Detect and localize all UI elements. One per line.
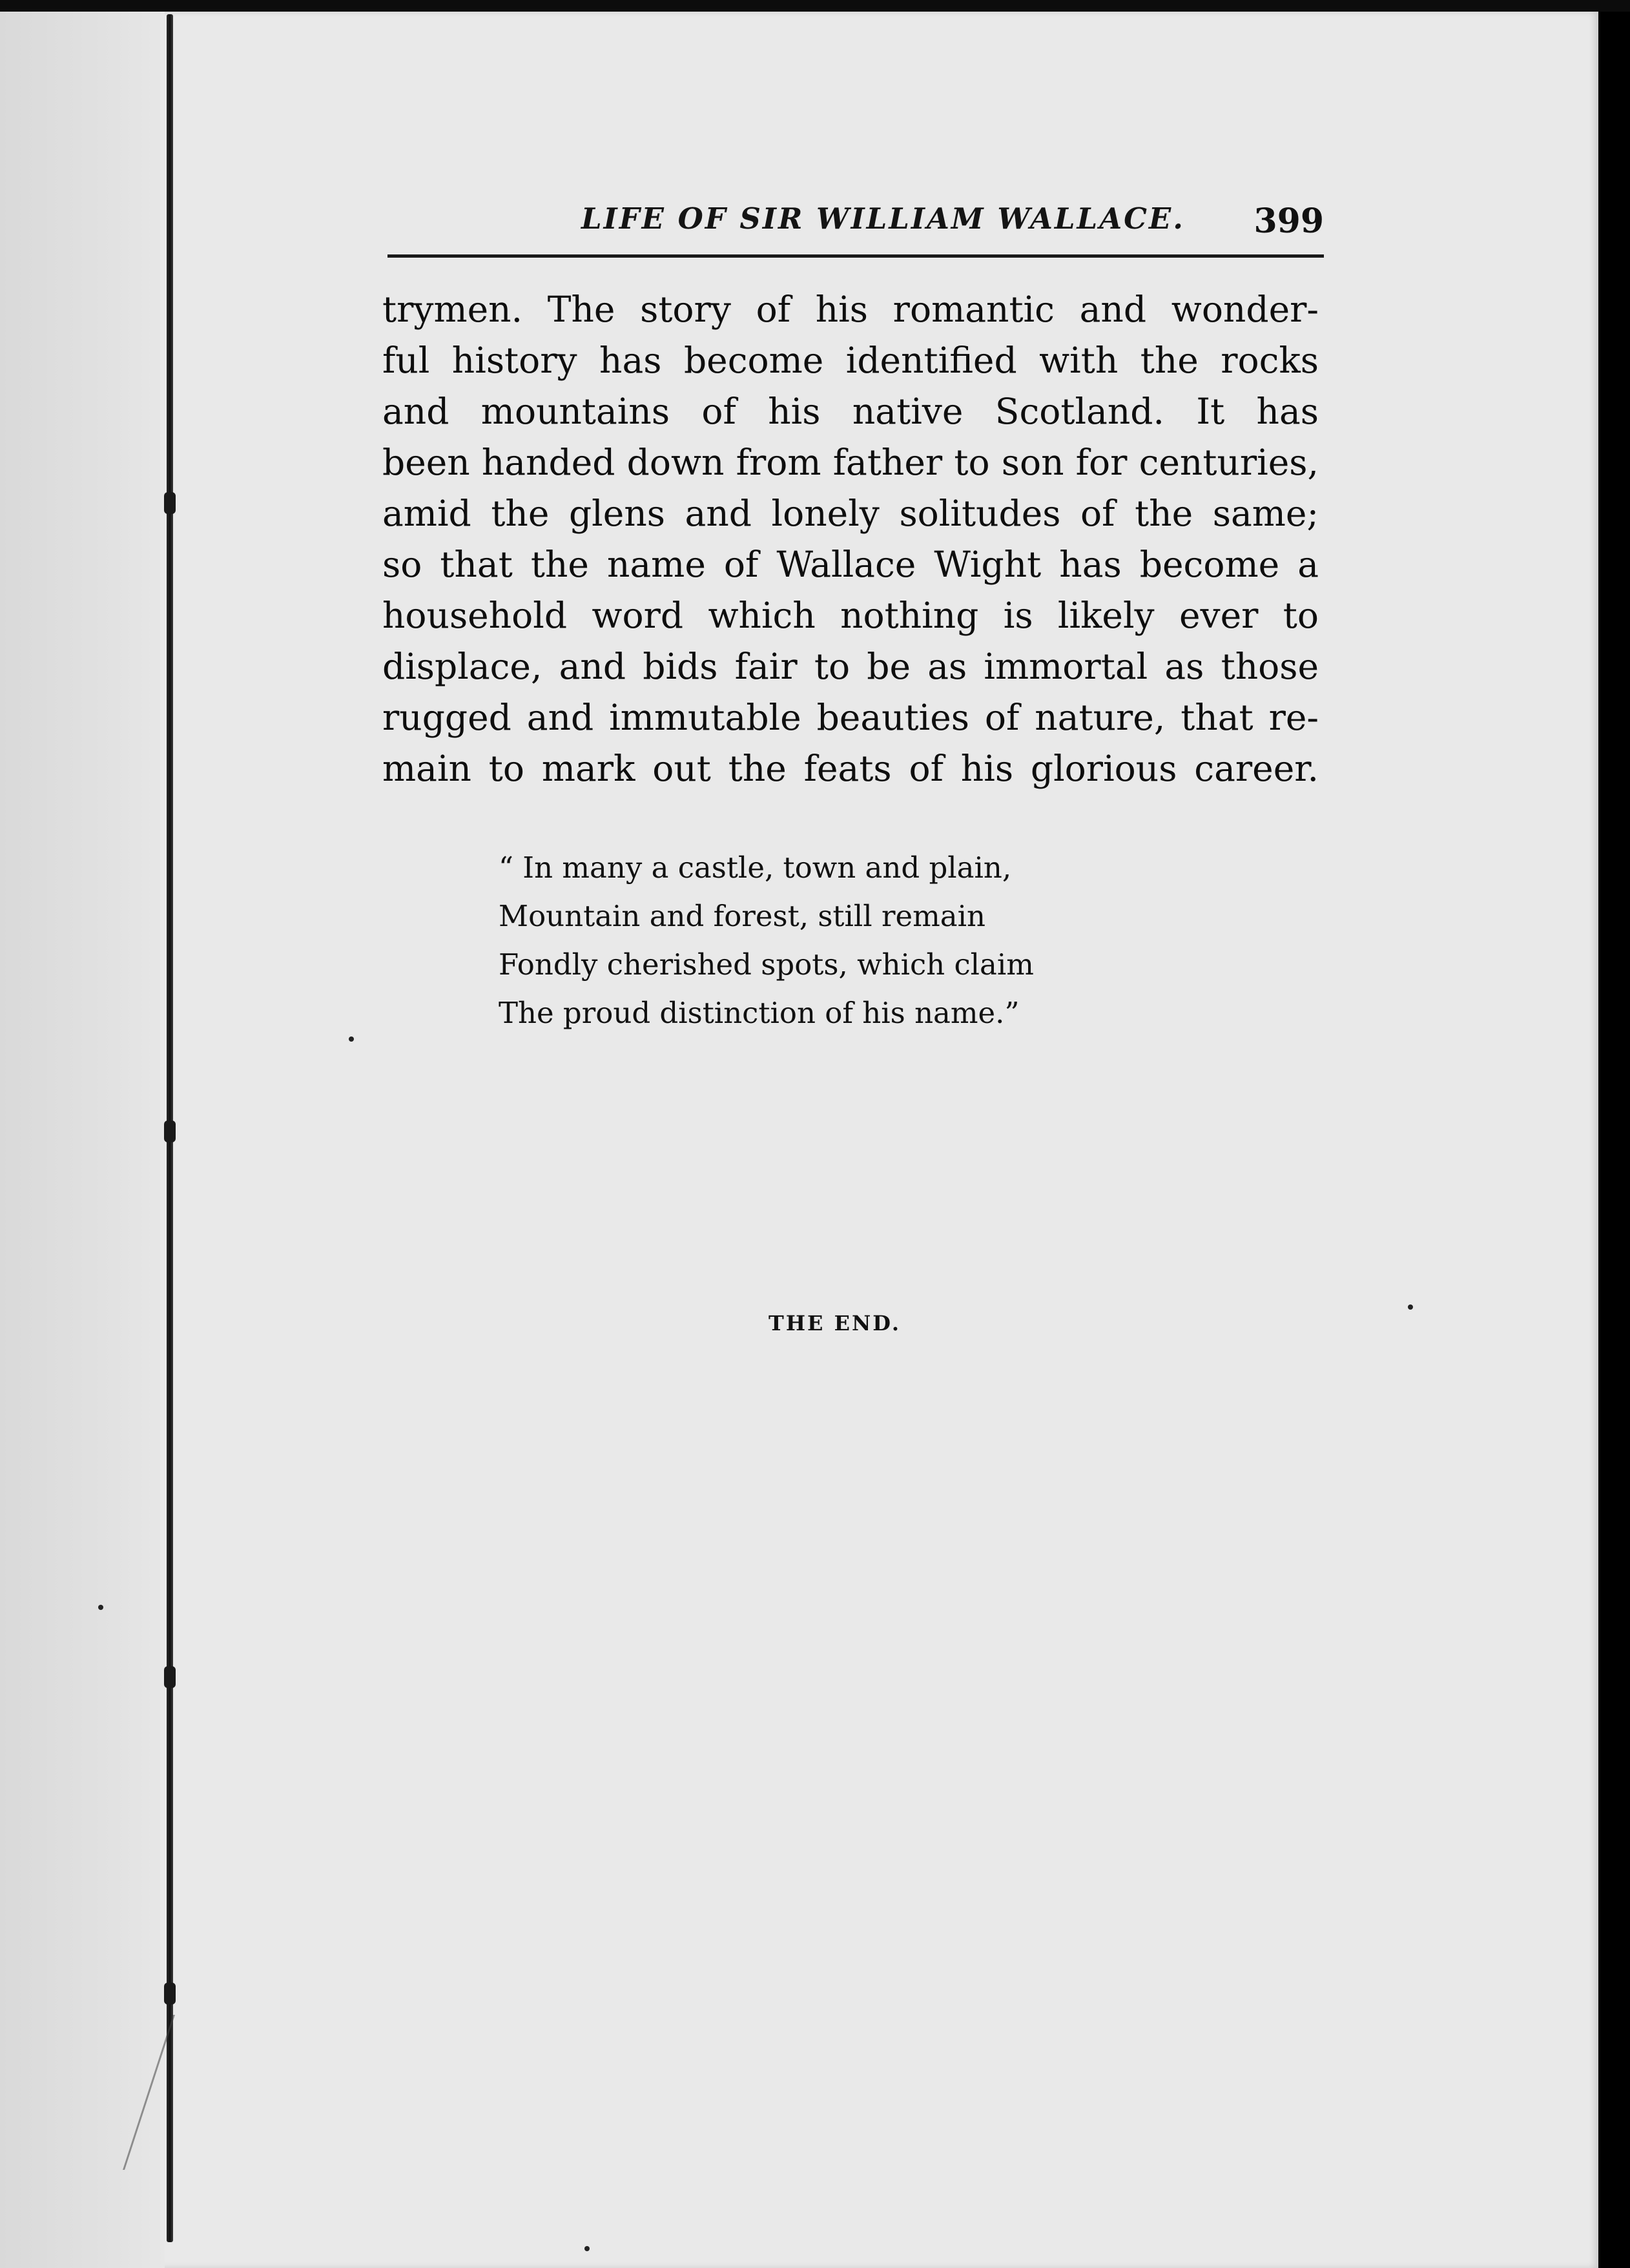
scan-speck	[349, 1036, 354, 1042]
verse-line: Fondly cherished spots, which claim	[499, 947, 1034, 982]
text-line: trymen. The story of his romantic and wonder-	[382, 289, 1319, 330]
verse-quotation	[499, 843, 1080, 1037]
binding-stitch	[164, 492, 176, 514]
text-line: ful history has become identified with the rocks	[382, 340, 1319, 381]
text-line: been handed down from father to son for centuries,	[382, 442, 1319, 483]
text-line: main to mark out the feats of his glorious career.	[382, 748, 1319, 789]
text-line: household word which nothing is likely ever to	[382, 595, 1319, 636]
scan-speck	[98, 1605, 103, 1610]
running-header	[387, 201, 1337, 247]
text-line: amid the glens and lonely solitudes of the same;	[382, 493, 1319, 534]
header-rule	[387, 254, 1324, 258]
verse-line: The proud distinction of his name.”	[499, 996, 1020, 1030]
scan-top-edge	[0, 0, 1630, 12]
the-end-label: THE END.	[769, 1311, 901, 1335]
body-paragraph	[382, 284, 1319, 794]
binding-stitch	[164, 1666, 176, 1688]
scan-speck	[1408, 1304, 1413, 1310]
verse-line: “ In many a castle, town and plain,	[499, 850, 1012, 885]
page-number: 399	[1253, 201, 1324, 241]
text-line: so that the name of Wallace Wight has become a	[382, 544, 1319, 585]
running-title: LIFE OF SIR WILLIAM WALLACE.	[581, 201, 1185, 236]
binding-stitch	[164, 1120, 176, 1142]
text-line: displace, and bids fair to be as immortal as those	[382, 646, 1319, 687]
scan-speck	[584, 2246, 590, 2251]
text-line: rugged and immutable beauties of nature, that re-	[382, 697, 1319, 738]
binding-stitch	[164, 1983, 176, 2005]
verse-line: Mountain and forest, still remain	[499, 899, 985, 933]
facing-page-edge	[0, 12, 165, 2268]
text-line: and mountains of his native Scotland. It has	[382, 391, 1319, 432]
